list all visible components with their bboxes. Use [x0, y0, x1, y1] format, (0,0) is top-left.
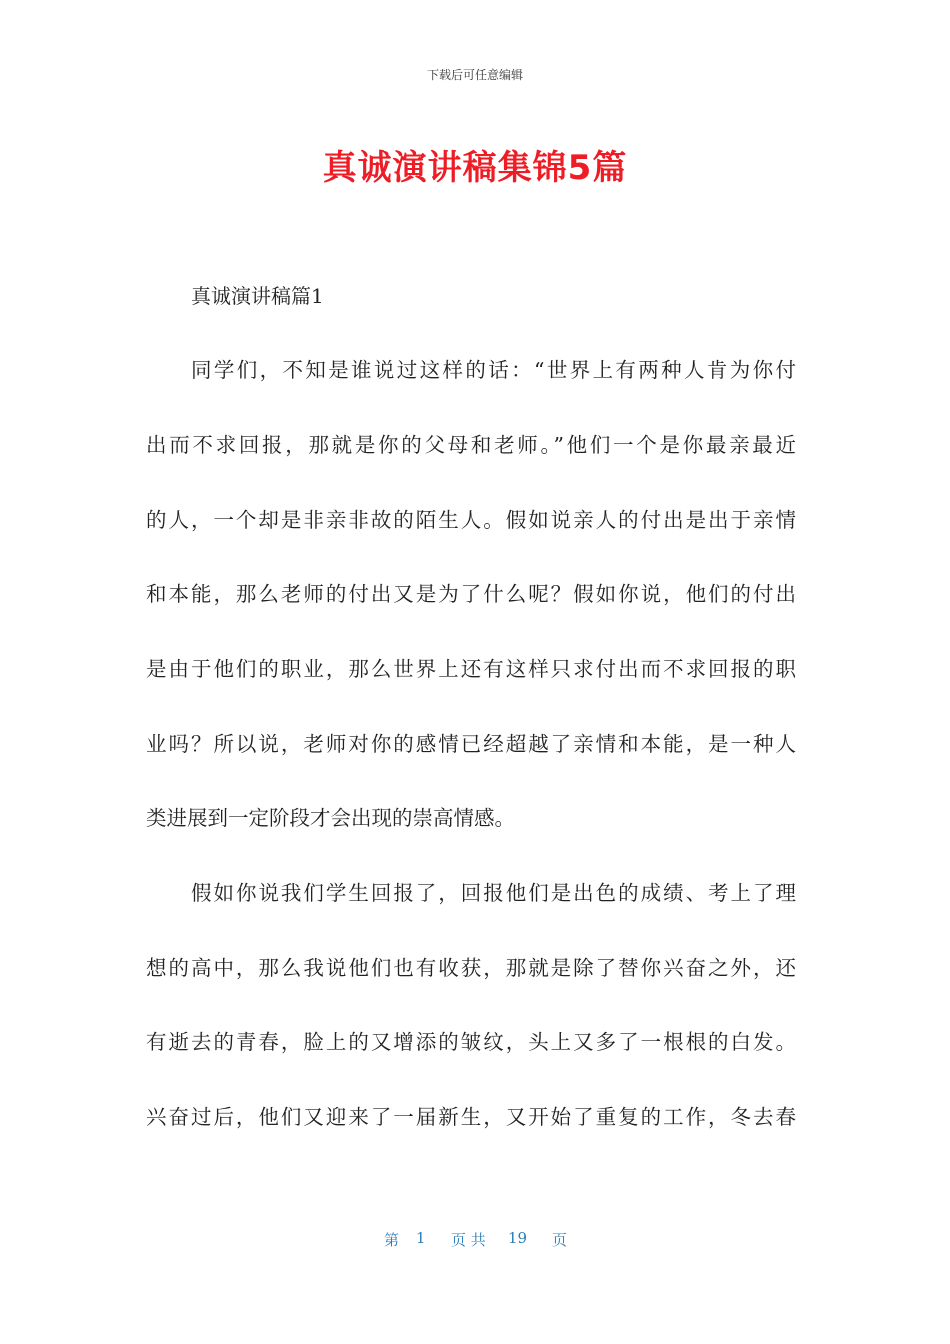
document-title: 真诚演讲稿集锦5篇	[322, 148, 628, 188]
paragraph-1-line-7: 类进展到一定阶段才会出现的崇高情感。	[146, 806, 515, 830]
footer-page-prefix: 第	[384, 1231, 400, 1249]
footer-page-suffix: 页	[552, 1231, 568, 1249]
paragraph-2-line-1: 假如你说我们学生回报了，回报他们是出色的成绩、考上了理	[191, 881, 796, 905]
page-footer	[0, 1229, 950, 1253]
paragraph-1-line-4: 和本能，那么老师的付出又是为了什么呢？假如你说，他们的付出	[146, 582, 796, 606]
paragraph-2-line-2: 想的高中，那么我说他们也有收获，那就是除了替你兴奋之外，还	[146, 956, 796, 980]
paragraph-1-line-3: 的人，一个却是非亲非故的陌生人。假如说亲人的付出是出于亲情	[146, 508, 796, 532]
paragraph-1-line-1: 同学们，不知是谁说过这样的话：“世界上有两种人肯为你付	[191, 358, 796, 382]
paragraph-2-line-4: 兴奋过后，他们又迎来了一届新生，又开始了重复的工作，冬去春	[146, 1105, 796, 1129]
paragraph-1-line-5: 是由于他们的职业，那么世界上还有这样只求付出而不求回报的职	[146, 657, 796, 681]
header-note: 下载后可任意编辑	[426, 68, 523, 82]
paragraph-1-line-6: 业吗？所以说，老师对你的感情已经超越了亲情和本能，是一种人	[146, 732, 796, 756]
footer-page-total: 19	[508, 1229, 528, 1247]
section-heading: 真诚演讲稿篇1	[191, 284, 324, 308]
paragraph-2-line-3: 有逝去的青春，脸上的又增添的皱纹，头上又多了一根根的白发。	[146, 1030, 796, 1054]
paragraph-1-line-2: 出而不求回报，那就是你的父母和老师。”他们一个是你最亲最近	[146, 433, 796, 457]
footer-page-number: 1	[416, 1229, 426, 1247]
footer-page-middle: 页 共	[451, 1231, 486, 1249]
